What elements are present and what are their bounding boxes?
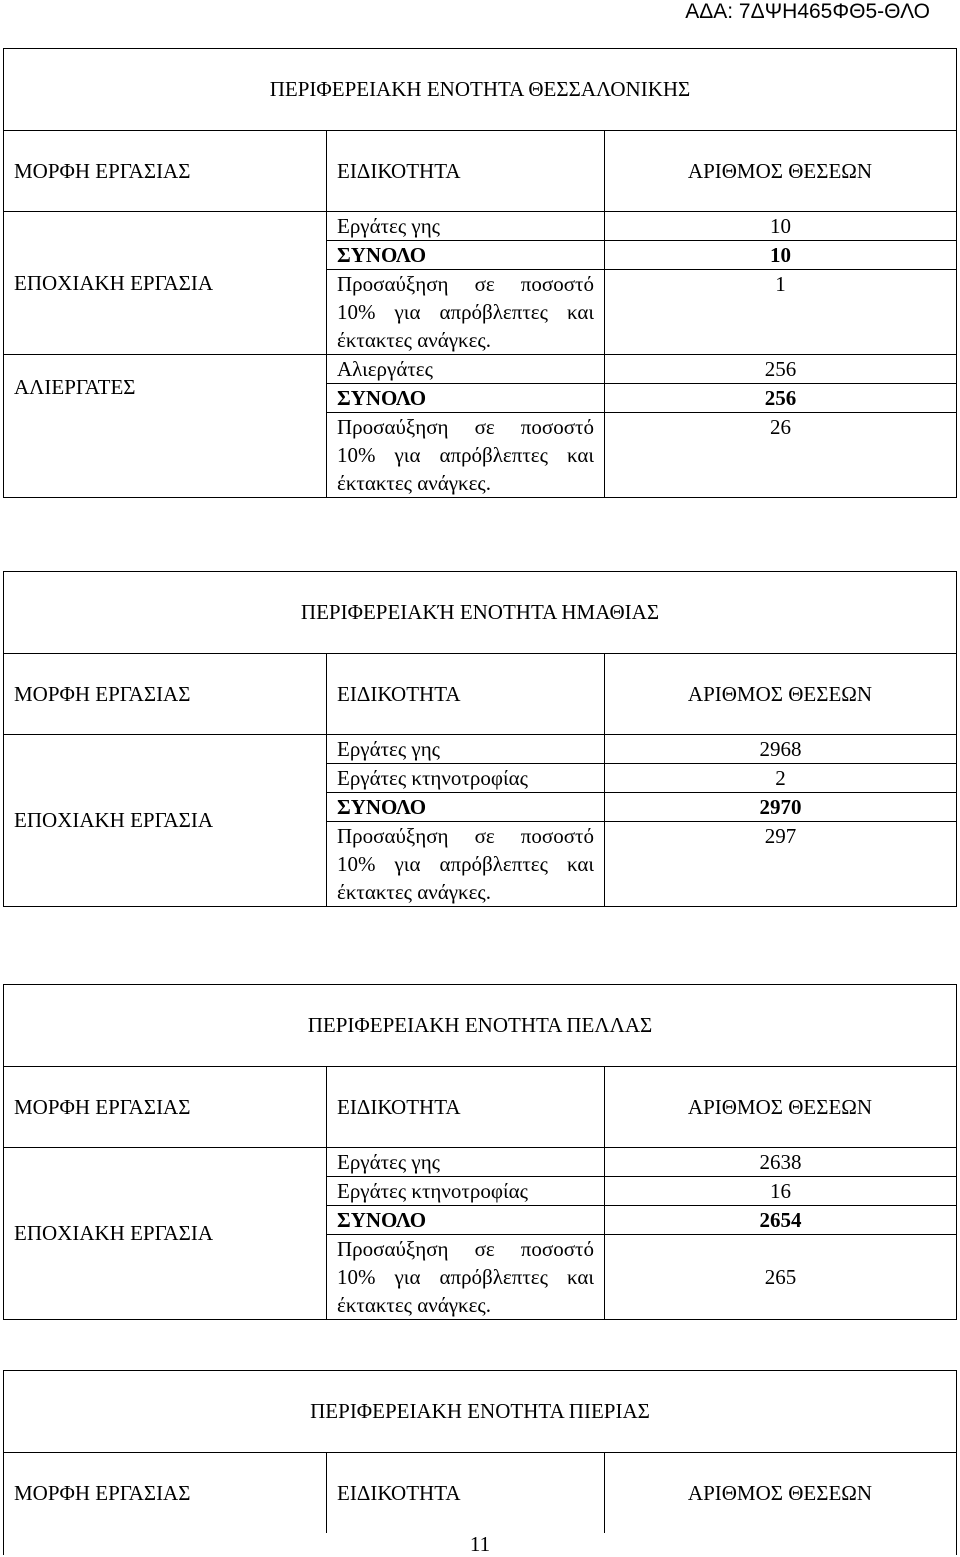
header-specialty: ΕΙΔΙΚΟΤΗΤΑ (326, 654, 604, 734)
header-positions: ΑΡΙΘΜΟΣ ΘΕΣΕΩΝ (604, 131, 955, 211)
header-work-form: ΜΟΡΦΗ ΕΡΓΑΣΙΑΣ (14, 158, 191, 183)
specialty-cell: Προσαύξηση σε ποσοστό 10% για απρόβλεπτες και έκτακτες ανάγκες. (326, 413, 604, 497)
table-row (326, 792, 956, 821)
count-cell: 256 (604, 355, 956, 383)
table-row (326, 821, 956, 906)
count-cell: 265 (604, 1235, 956, 1319)
section-title: ΠΕΡΙΦΕΡΕΙΑΚΗ ΕΝΟΤΗΤΑ ΘΕΣΣΑΛΟΝΙΚΗΣ (4, 49, 956, 131)
section-title: ΠΕΡΙΦΕΡΕΙΑΚΗ ΕΝΟΤΗΤΑ ΠΕΛΛΑΣ (4, 985, 956, 1067)
header-work-form: ΜΟΡΦΗ ΕΡΓΑΣΙΑΣ (14, 1480, 191, 1505)
specialty-cell: Εργάτες γης (326, 212, 604, 240)
ada-code: ΑΔΑ: 7ΔΨΗ465ΦΘ5-ΘΛΟ (685, 0, 930, 23)
specialty-cell: Αλιεργάτες (326, 355, 604, 383)
header-positions: ΑΡΙΘΜΟΣ ΘΕΣΕΩΝ (604, 1067, 955, 1147)
count-cell: 2 (604, 764, 956, 792)
header-row (4, 654, 956, 735)
specialty-cell: ΣΥΝΟΛΟ (326, 384, 604, 412)
group-label: ΑΛΙΕΡΓΑΤΕΣ (14, 375, 136, 399)
specialty-cell: Προσαύξηση σε ποσοστό 10% για απρόβλεπτες και έκτακτες ανάγκες. (326, 270, 604, 354)
header-specialty: ΕΙΔΙΚΟΤΗΤΑ (326, 131, 604, 211)
section-imathia-table (3, 571, 957, 907)
table-row (326, 1176, 956, 1205)
count-cell: 10 (604, 241, 956, 269)
table-row (326, 240, 956, 269)
specialty-cell: ΣΥΝΟΛΟ (326, 793, 604, 821)
count-cell: 2654 (604, 1206, 956, 1234)
header-specialty: ΕΙΔΙΚΟΤΗΤΑ (326, 1453, 604, 1533)
table-row (326, 735, 956, 763)
specialty-cell: Εργάτες κτηνοτροφίας (326, 1177, 604, 1205)
table-row (326, 212, 956, 240)
section-title: ΠΕΡΙΦΕΡΕΙΑΚΉ ΕΝΟΤΗΤΑ ΗΜΑΘΙΑΣ (4, 572, 956, 654)
count-cell: 1 (604, 270, 956, 354)
group-label: ΕΠΟΧΙΑΚΗ ΕΡΓΑΣΙΑ (14, 270, 214, 295)
header-specialty: ΕΙΔΙΚΟΤΗΤΑ (326, 1067, 604, 1147)
group-seasonal (4, 1148, 956, 1319)
page-number: 11 (469, 1532, 491, 1556)
group-label: ΕΠΟΧΙΑΚΗ ΕΡΓΑΣΙΑ (14, 1221, 214, 1245)
group-fishermen (4, 354, 956, 497)
count-cell: 2968 (604, 735, 956, 763)
header-row (4, 1067, 956, 1148)
header-work-form: ΜΟΡΦΗ ΕΡΓΑΣΙΑΣ (14, 681, 191, 706)
table-row (326, 383, 956, 412)
specialty-cell: Προσαύξηση σε ποσοστό 10% για απρόβλεπτες και έκτακτες ανάγκες. (326, 1235, 604, 1319)
section-thessaloniki-table (3, 48, 957, 498)
specialty-cell: Εργάτες γης (326, 735, 604, 763)
header-row (4, 131, 956, 212)
count-cell: 2970 (604, 793, 956, 821)
table-row (326, 1234, 956, 1319)
table-row (326, 1205, 956, 1234)
specialty-cell: Προσαύξηση σε ποσοστό 10% για απρόβλεπτες και έκτακτες ανάγκες. (326, 822, 604, 906)
table-row (326, 412, 956, 497)
table-row (326, 1148, 956, 1176)
header-work-form: ΜΟΡΦΗ ΕΡΓΑΣΙΑΣ (14, 1094, 191, 1119)
section-pieria-table (3, 1370, 957, 1555)
count-cell: 26 (604, 413, 956, 497)
table-row (326, 763, 956, 792)
count-cell: 297 (604, 822, 956, 906)
header-row (4, 1453, 956, 1533)
section-title: ΠΕΡΙΦΕΡΕΙΑΚΗ ΕΝΟΤΗΤΑ ΠΙΕΡΙΑΣ (4, 1371, 956, 1453)
specialty-cell: Εργάτες γης (326, 1148, 604, 1176)
specialty-cell: ΣΥΝΟΛΟ (326, 1206, 604, 1234)
section-pella-table (3, 984, 957, 1320)
table-row (326, 355, 956, 383)
header-positions: ΑΡΙΘΜΟΣ ΘΕΣΕΩΝ (604, 1453, 955, 1533)
count-cell: 16 (604, 1177, 956, 1205)
group-seasonal (4, 212, 956, 354)
count-cell: 2638 (604, 1148, 956, 1176)
header-positions: ΑΡΙΘΜΟΣ ΘΕΣΕΩΝ (604, 654, 955, 734)
group-seasonal (4, 735, 956, 906)
table-row (326, 269, 956, 354)
specialty-cell: ΣΥΝΟΛΟ (326, 241, 604, 269)
group-label: ΕΠΟΧΙΑΚΗ ΕΡΓΑΣΙΑ (14, 808, 214, 832)
specialty-cell: Εργάτες κτηνοτροφίας (326, 764, 604, 792)
count-cell: 10 (604, 212, 956, 240)
count-cell: 256 (604, 384, 956, 412)
